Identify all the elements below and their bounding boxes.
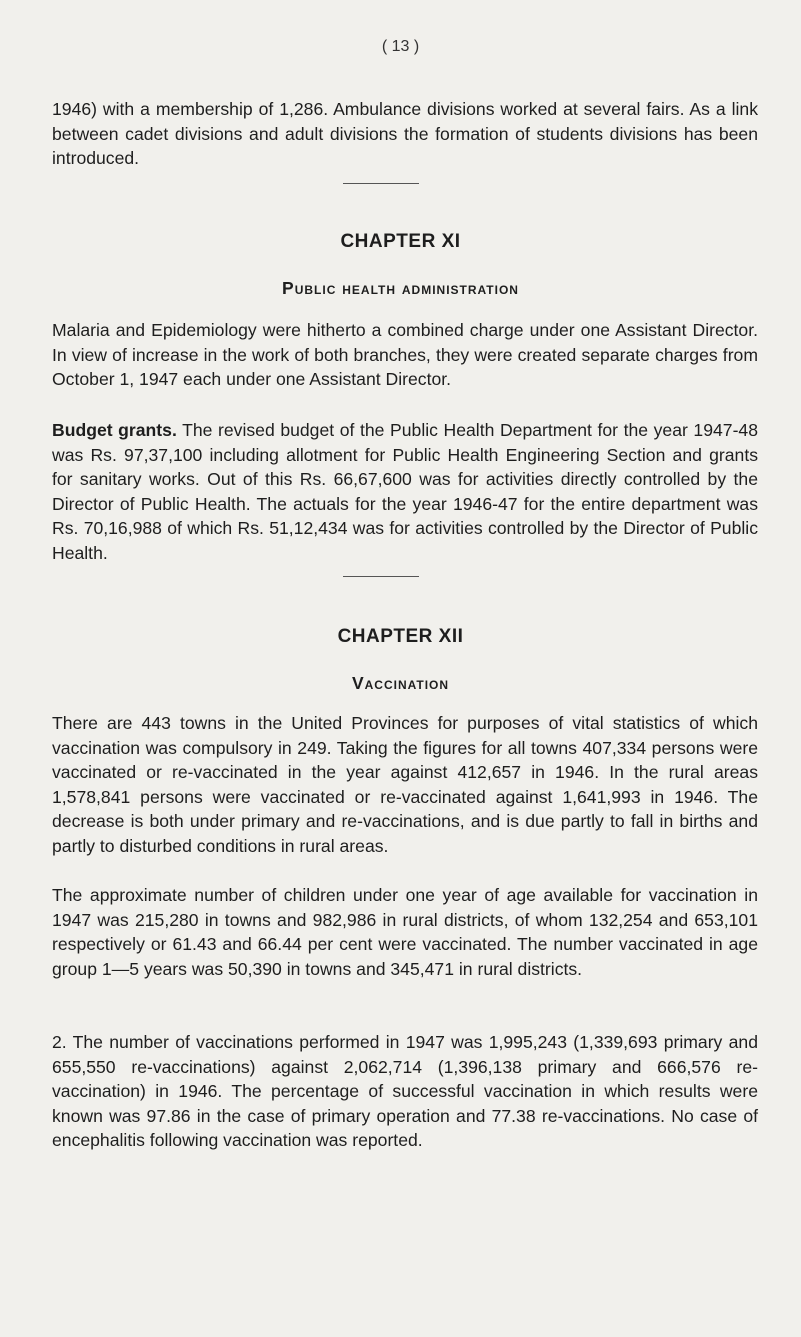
chapter-xi-heading: CHAPTER XI [340,231,461,252]
chapter-xii-paragraph-3: 2. The number of vaccinations performed in 1947 was 1,995,243 (1,339,693 primary and 655,550 re-vaccinations) against 2,062,714 (1,396,138 primary and 666,576 re-vaccination) in 1946. The percentage of successful vaccination in which results were known was 97.86 in the case of primary operation and 77.38 re-vaccinations. No case of encephalitis following vaccination was reported. [52,1032,758,1151]
intro-paragraph: 1946) with a membership of 1,286. Ambulance divisions worked at several fairs. As a link between cadet divisions and adult divisions the formation of students divisions has been introduced. [52,99,758,169]
budget-grants-text: The revised budget of the Public Health Department for the year 1947-48 was Rs. 97,37,100 including allotment for Public Health Engineering Section and grants for sanitary works. Out of this Rs. 66,67,600 was for activities directly controlled by the Director of Public Health. The actuals for the year 1946-47 for the entire department was Rs. 70,16,988 of which Rs. 51,12,434 was for activities controlled by the Director of Public Health. [52,420,759,563]
budget-grants-paragraph [52,418,758,566]
chapter-xi-paragraph: Malaria and Epidemiology were hitherto a combined charge under one Assistant Director. In view of increase in the work of both branches, they were created separate charges from October 1, 1947 each under one Assistant Director. [52,320,758,390]
section-divider [343,576,419,577]
chapter-xii-subheading: Vaccination [351,673,450,693]
chapter-xii-paragraph-1: There are 443 towns in the United Provinces for purposes of vital statistics of which vaccination was compulsory in 249. Taking the figures for all towns 407,334 persons were vaccinated or re-vaccinated in the year against 412,657 in 1946. In the rural areas 1,578,841 persons were vaccinated or re-vaccinated against 1,641,993 in 1946. The decrease is both under primary and re-vaccinations, and is due partly to fall in births and partly to disturbed conditions in rural areas. [52,713,758,856]
section-divider [343,183,419,184]
chapter-xii-heading: CHAPTER XII [337,626,464,647]
page-number: ( 13 ) [381,38,420,55]
chapter-xii-paragraph-2: The approximate number of children under one year of age available for vaccination in 1947 was 215,280 in towns and 982,986 in rural districts, of whom 132,254 and 653,101 respectively or 61.43 and 66.44 per cent were vaccinated. The number vaccinated in age group 1—5 years was 50,390 in towns and 345,471 in rural districts. [52,885,758,979]
budget-grants-label: Budget grants. [52,420,177,440]
chapter-xi-subheading: Public health administration [282,278,519,298]
